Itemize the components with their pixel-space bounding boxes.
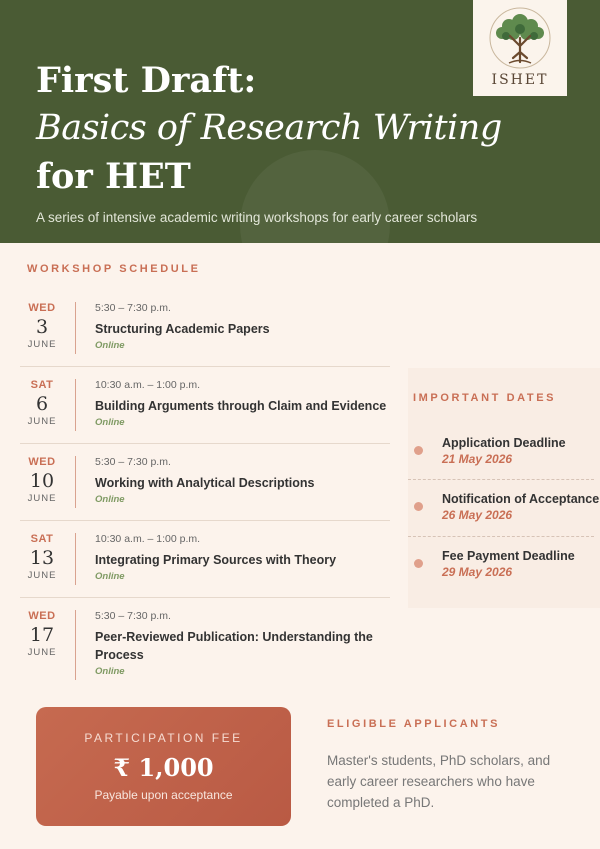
session-day: WED [28,610,56,622]
divider [75,302,76,354]
important-date-value: 29 May 2026 [442,565,513,579]
tree-icon [473,0,567,72]
session-month: JUNE [27,570,57,581]
important-date-name: Notification of Acceptance [442,492,600,506]
session-day: WED [28,456,56,468]
session-month: JUNE [27,339,57,350]
session-row [20,521,390,598]
session-title: Building Arguments through Claim and Evidence [95,399,387,413]
session-time: 5:30 – 7:30 p.m. [95,302,171,314]
workshop-schedule [20,290,390,688]
participation-fee-card [36,707,291,826]
session-time: 10:30 a.m. – 1:00 p.m. [95,379,201,391]
bullet-icon [414,559,423,568]
session-month: JUNE [27,416,57,427]
session-row [20,367,390,444]
session-day: SAT [30,379,54,391]
important-date-name: Fee Payment Deadline [442,549,575,563]
title-line-2: Basics of Research Writing [36,108,502,148]
session-mode: Online [95,571,125,582]
important-dates-label: IMPORTANT DATES [413,392,557,404]
session-info [95,610,390,677]
session-title: Structuring Academic Papers [95,322,270,336]
session-date [20,610,64,658]
fee-note: Payable upon acceptance [94,788,233,802]
divider [75,379,76,431]
important-date-value: 26 May 2026 [442,508,513,522]
session-month: JUNE [27,647,57,658]
session-day: SAT [30,533,54,545]
session-row [20,598,390,688]
session-date [20,302,64,350]
session-mode: Online [95,340,125,351]
divider [75,533,76,585]
session-date [20,379,64,427]
session-date [20,533,64,581]
fee-label: PARTICIPATION FEE [84,731,243,745]
session-date [20,456,64,504]
session-time: 5:30 – 7:30 p.m. [95,456,171,468]
session-month: JUNE [27,493,57,504]
session-day-number: 3 [35,316,49,338]
session-day-number: 6 [35,393,49,415]
eligible-applicants-text: Master's students, PhD scholars, and early career researchers who have completed a PhD. [327,753,551,810]
session-title: Integrating Primary Sources with Theory [95,553,337,567]
session-time: 5:30 – 7:30 p.m. [95,610,171,622]
session-day-number: 13 [29,547,55,569]
session-info [95,456,390,505]
bullet-icon [414,502,423,511]
session-mode: Online [95,417,125,428]
session-day-number: 10 [29,470,55,492]
logo-text: ISHET [491,72,549,88]
session-day: WED [28,302,56,314]
session-row [20,290,390,367]
title-line-3: for HET [36,156,191,197]
divider [75,456,76,508]
eligible-applicants-label: ELIGIBLE APPLICANTS [327,718,501,730]
subtitle: A series of intensive academic writing workshops for early career scholars [36,210,478,225]
session-info [95,379,390,428]
important-dates-panel [408,368,600,608]
dashed-divider [408,536,594,537]
title-line-1: First Draft: [36,60,257,101]
important-date-name: Application Deadline [442,436,566,450]
session-info [95,302,390,351]
session-time: 10:30 a.m. – 1:00 p.m. [95,533,201,545]
divider [75,610,76,680]
decorative-circle [240,150,390,243]
session-day-number: 17 [29,624,55,646]
session-title: Working with Analytical Descriptions [95,476,315,490]
session-row [20,444,390,521]
important-date-value: 21 May 2026 [442,452,513,466]
dashed-divider [408,479,594,480]
session-mode: Online [95,494,125,505]
fee-amount: ₹ 1,000 [113,753,214,782]
session-mode: Online [95,666,125,677]
workshop-schedule-label: WORKSHOP SCHEDULE [27,263,201,275]
session-info [95,533,390,582]
ishet-logo [473,0,567,96]
bullet-icon [414,446,423,455]
session-title: Peer-Reviewed Publication: Understanding the Process [95,630,373,662]
